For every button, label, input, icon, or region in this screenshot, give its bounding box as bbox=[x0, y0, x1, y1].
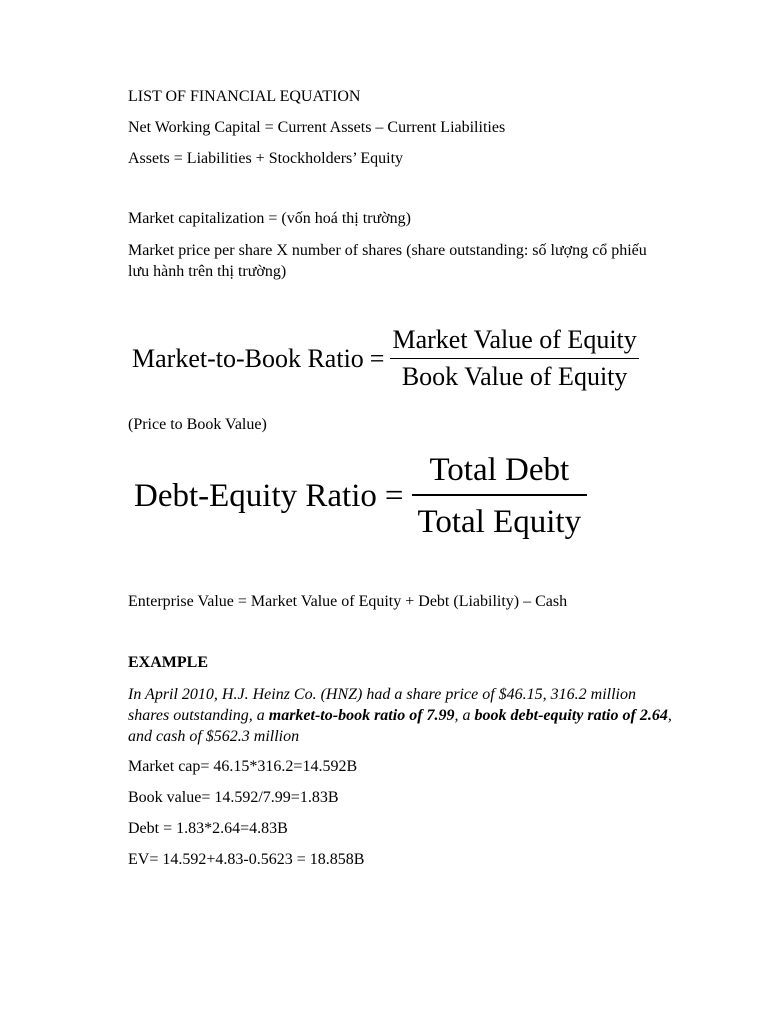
enterprise-value-equation: Enterprise Value = Market Value of Equity + Debt (Liability) – Cash bbox=[128, 593, 568, 610]
formula-denominator: Book Value of Equity bbox=[401, 362, 628, 391]
formula-lhs: Debt-Equity Ratio bbox=[134, 477, 377, 514]
example-heading: EXAMPLE bbox=[128, 654, 208, 671]
example-text: In April 2010, H.J. Heinz Co. (HNZ) had a share price of $46.15, 316.2 million shares outstanding, a bbox=[128, 686, 636, 724]
formula-denominator: Total Equity bbox=[417, 504, 582, 540]
net-working-capital-equation: Net Working Capital = Current Assets – Current Liabilities bbox=[128, 119, 506, 136]
calc-market-cap: Market cap= 46.15*316.2=14.592B bbox=[128, 758, 358, 775]
calc-enterprise-value: EV= 14.592+4.83-0.5623 = 18.858B bbox=[128, 851, 365, 868]
page-title: LIST OF FINANCIAL EQUATION bbox=[128, 88, 361, 105]
example-de-highlight: book debt-equity ratio of 2.64 bbox=[474, 707, 668, 724]
formula-numerator: Total Debt bbox=[429, 452, 570, 488]
formula-equals: = bbox=[369, 343, 385, 373]
formula-lhs: Market-to-Book Ratio bbox=[132, 343, 364, 373]
calc-debt: Debt = 1.83*2.64=4.83B bbox=[128, 820, 288, 837]
formula-equals: = bbox=[384, 477, 404, 514]
example-mtb-highlight: market-to-book ratio of 7.99 bbox=[268, 707, 455, 724]
price-to-book-note: (Price to Book Value) bbox=[128, 416, 267, 433]
example-text: , a bbox=[454, 707, 475, 724]
market-cap-definition: Market capitalization = (vốn hoá thị trường) bbox=[128, 210, 411, 227]
debt-equity-formula bbox=[128, 450, 587, 542]
formula-fraction bbox=[390, 324, 638, 393]
assets-equation: Assets = Liabilities + Stockholders’ Equity bbox=[128, 150, 404, 167]
market-cap-formula: Market price per share X number of shares (share outstanding: số lượng cổ phiếu lưu hành trên thị trường) bbox=[128, 242, 647, 280]
formula-numerator: Market Value of Equity bbox=[392, 325, 637, 354]
calc-book-value: Book value= 14.592/7.99=1.83B bbox=[128, 789, 339, 806]
market-to-book-formula bbox=[128, 324, 639, 393]
example-text: , and cash of $562.3 million bbox=[128, 707, 672, 745]
example-paragraph bbox=[128, 684, 673, 747]
formula-fraction bbox=[412, 450, 588, 542]
